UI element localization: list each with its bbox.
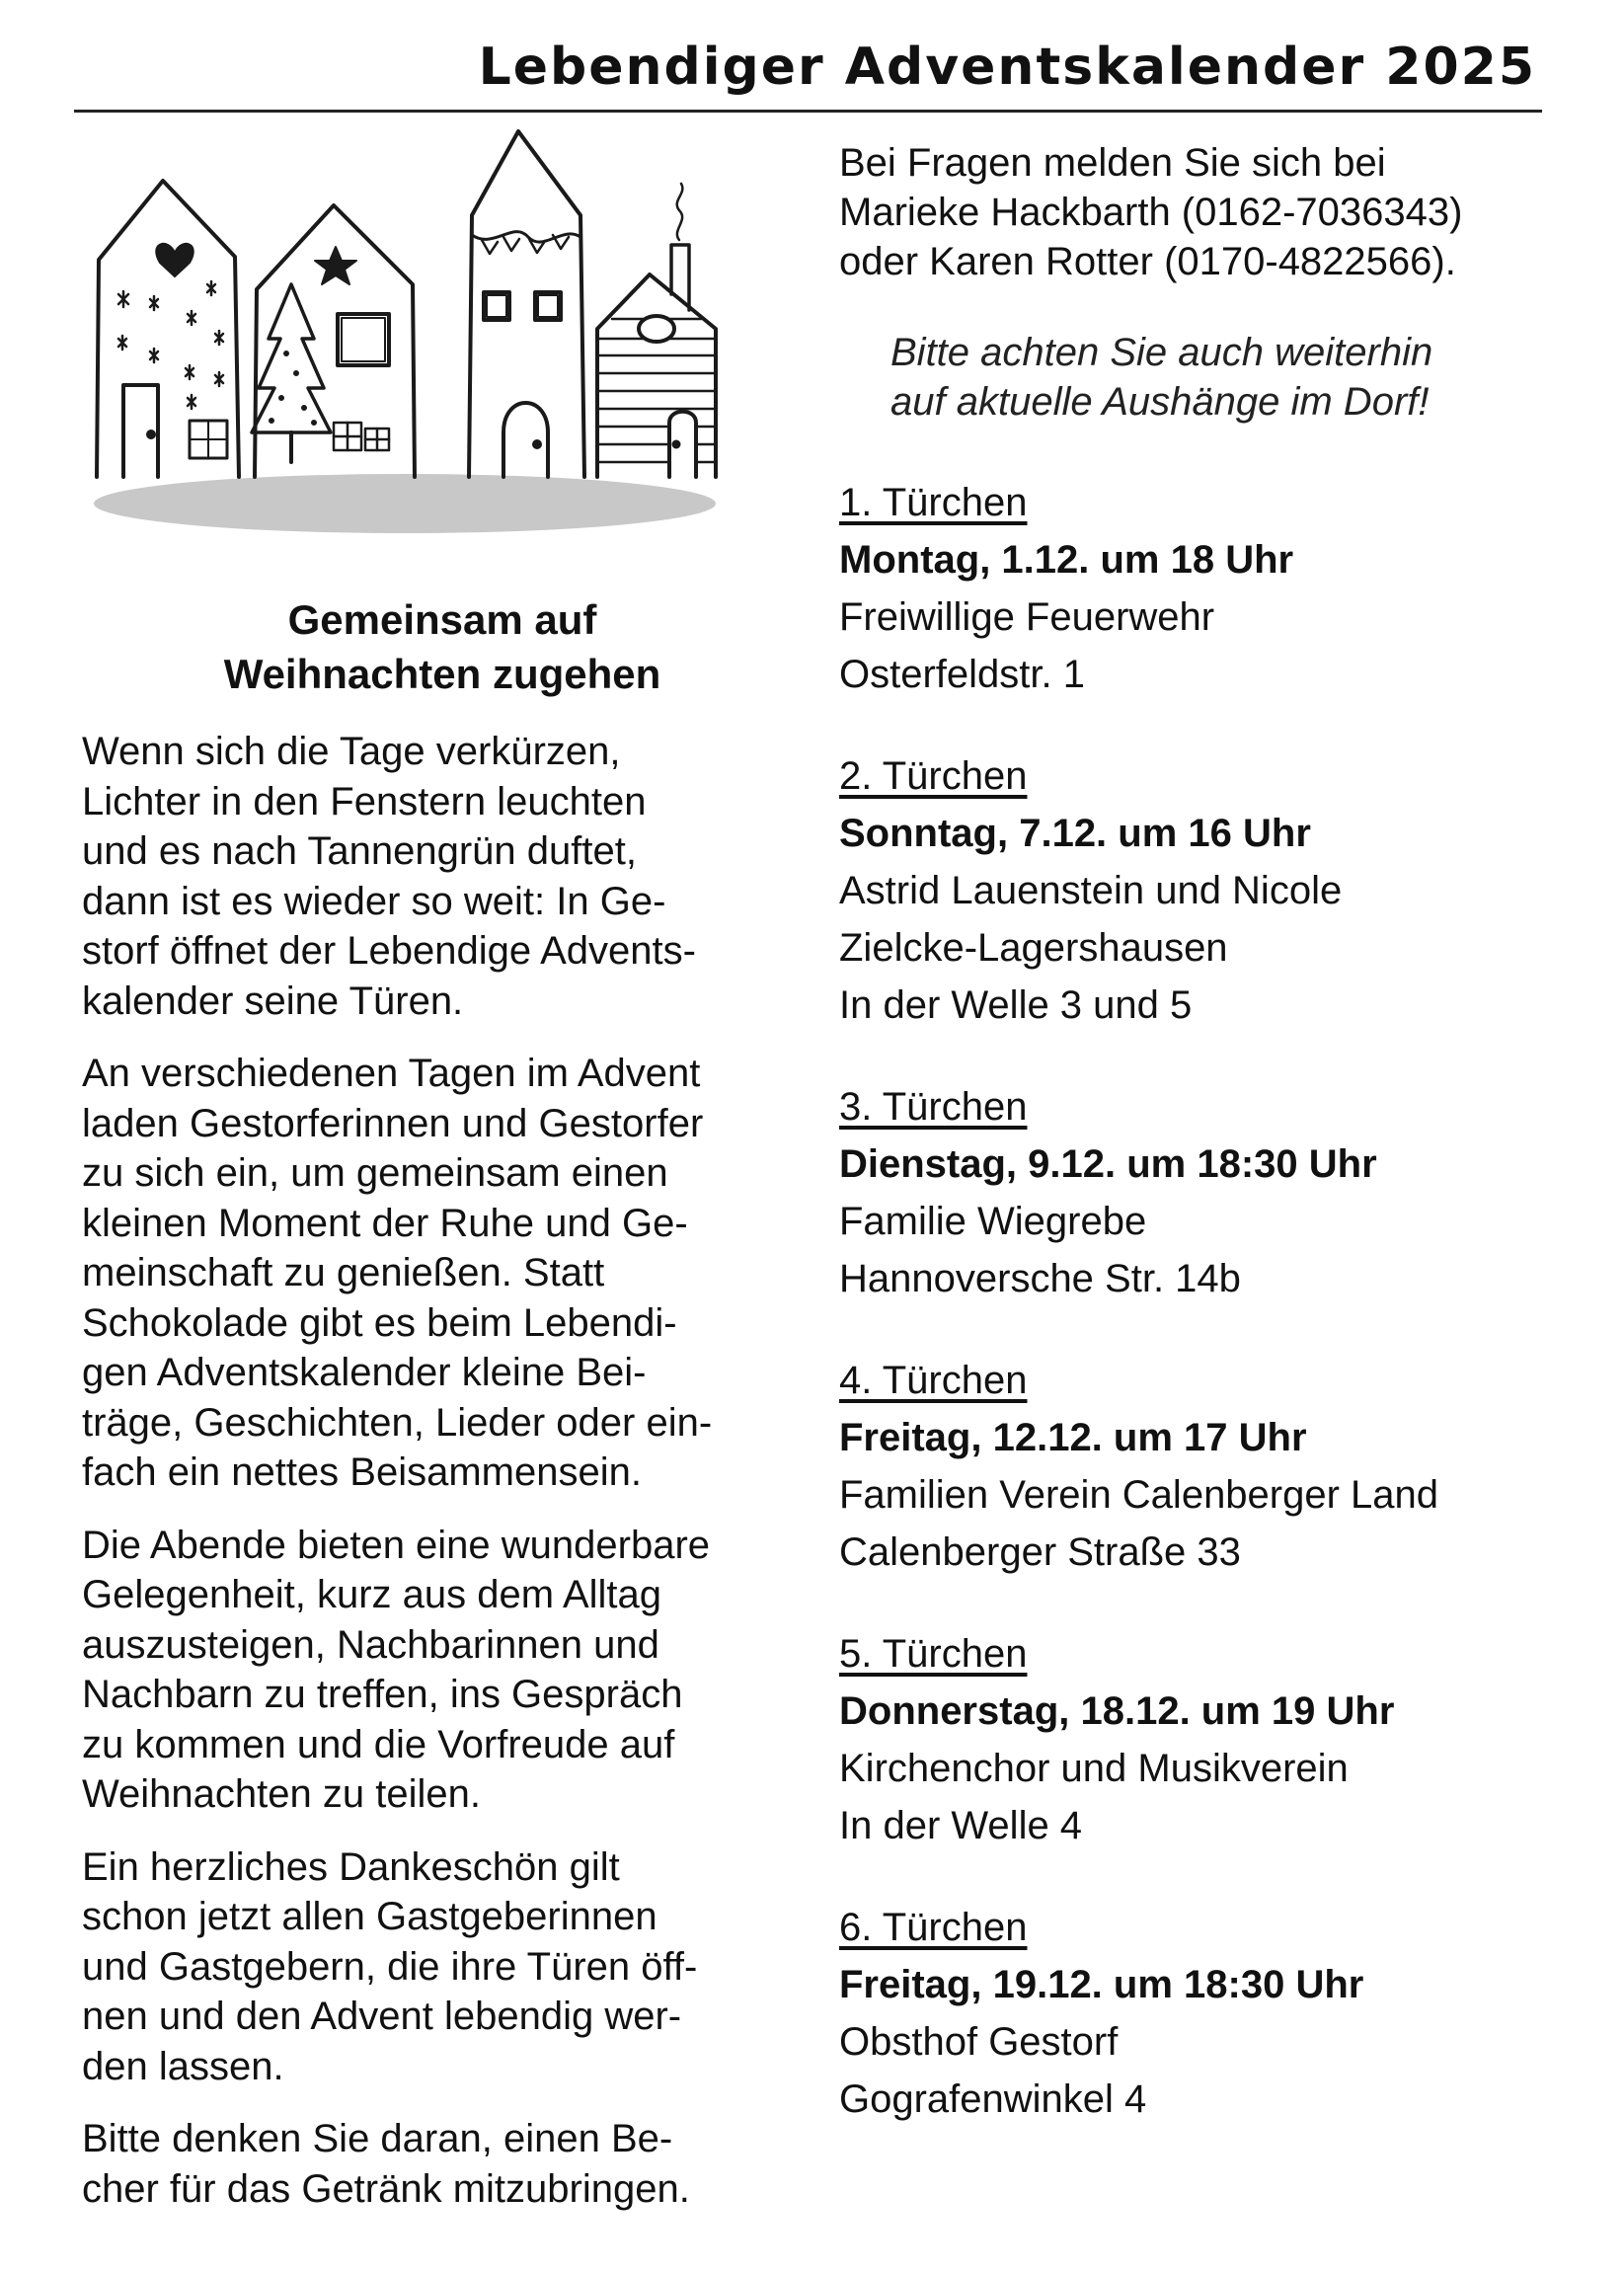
text-line: schon jetzt allen Gastgeberinnen	[82, 1895, 657, 1938]
door-date: Donnerstag, 18.12. um 19 Uhr	[839, 1689, 1395, 1733]
text-line: nen und den Advent lebendig wer-	[82, 1995, 682, 2038]
article	[82, 592, 793, 2236]
door-date: Freitag, 12.12. um 17 Uhr	[839, 1416, 1307, 1459]
text-line: dann ist es wieder so weit: In Ge-	[82, 879, 666, 923]
article-title-line: Gemeinsam auf	[287, 596, 597, 643]
text-line: und es nach Tannengrün duftet,	[82, 829, 637, 873]
article-paragraph	[82, 727, 793, 1026]
text-line: den lassen.	[82, 2044, 284, 2088]
door-number: 1. Türchen	[839, 481, 1028, 524]
text-line: cher für das Getränk mitzubringen.	[82, 2166, 690, 2211]
article-paragraph	[82, 1521, 793, 1820]
text-line: Gelegenheit, kurz aus dem Alltag	[82, 1573, 662, 1616]
door-detail: Astrid Lauenstein und Nicole	[839, 869, 1343, 912]
text-line: Die Abende bieten eine wunderbare	[82, 1523, 711, 1567]
snowflake-pattern	[118, 281, 223, 409]
door-list	[839, 474, 1589, 2128]
header-divider	[74, 110, 1542, 113]
door-detail: Obsthof Gestorf	[839, 2020, 1119, 2064]
door-date: Sonntag, 7.12. um 16 Uhr	[839, 812, 1311, 855]
text-line: Schokolade gibt es beim Lebendi-	[82, 1300, 677, 1345]
door-number: 5. Türchen	[839, 1632, 1028, 1676]
text-line: laden Gestorferinnen und Gestorfer	[82, 1101, 704, 1145]
advent-houses-illustration	[79, 126, 750, 541]
door-entry	[839, 1078, 1589, 1307]
door-detail: Osterfeldstr. 1	[839, 653, 1085, 696]
text-line: kalender seine Türen.	[82, 979, 464, 1023]
text-line: An verschiedenen Tagen im Advent	[82, 1052, 701, 1095]
article-paragraph	[82, 2114, 793, 2214]
door-detail: Kirchenchor und Musikverein	[839, 1747, 1349, 1790]
article-title	[82, 592, 793, 701]
door-detail: In der Welle 3 und 5	[839, 983, 1193, 1027]
star-house	[252, 205, 415, 477]
text-line: Bei Fragen melden Sie sich bei	[839, 141, 1386, 185]
text-line: auf aktuelle Aushänge im Dorf!	[890, 380, 1430, 424]
text-line: zu kommen und die Vorfreude auf	[82, 1722, 675, 1766]
article-paragraph	[82, 1842, 793, 2092]
door-detail: Familien Verein Calenberger Land	[839, 1473, 1439, 1517]
door-number: 2. Türchen	[839, 754, 1028, 798]
text-line: meinschaft zu genießen. Statt	[82, 1251, 605, 1294]
door-detail: Calenberger Straße 33	[839, 1530, 1241, 1574]
door-entry	[839, 474, 1589, 703]
door-date: Freitag, 19.12. um 18:30 Uhr	[839, 1963, 1364, 2006]
text-line: gen Adventskalender kleine Bei-	[82, 1351, 647, 1394]
text-line: Bitte denken Sie daran, einen Be-	[82, 2117, 673, 2160]
text-line: oder Karen Rotter (0170-4822566).	[839, 240, 1456, 283]
contact-info	[839, 138, 1589, 286]
text-line: und Gastgebern, die ihre Türen öff-	[82, 1944, 698, 1989]
striped-house	[597, 184, 716, 477]
door-detail: In der Welle 4	[839, 1804, 1083, 1847]
door-entry	[839, 1352, 1589, 1581]
door-entry	[839, 747, 1589, 1034]
text-line: Marieke Hackbarth (0162-7036343)	[839, 191, 1463, 234]
page-title: Lebendiger Adventskalender 2025	[478, 38, 1536, 97]
tower-house	[469, 131, 584, 477]
gift-boxes	[334, 423, 389, 450]
door-entry	[839, 1625, 1589, 1854]
door-number: 4. Türchen	[839, 1359, 1028, 1402]
text-line: Bitte achten Sie auch weiterhin	[890, 331, 1433, 374]
door-number: 3. Türchen	[839, 1085, 1028, 1129]
door-detail: Zielcke-Lagershausen	[839, 926, 1228, 970]
article-title-line: Weihnachten zugehen	[223, 651, 661, 697]
door-date: Montag, 1.12. um 18 Uhr	[839, 538, 1294, 582]
text-line: storf öffnet der Lebendige Advents-	[82, 929, 696, 973]
text-line: Ein herzliches Dankeschön gilt	[82, 1844, 620, 1889]
schedule-column	[839, 138, 1589, 2172]
text-line: Lichter in den Fenstern leuchten	[82, 779, 647, 823]
door-entry	[839, 1899, 1589, 2128]
text-line: auszusteigen, Nachbarinnen und	[82, 1622, 659, 1667]
text-line: träge, Geschichten, Lieder oder ein-	[82, 1400, 713, 1445]
text-line: Wenn sich die Tage verkürzen,	[82, 730, 621, 773]
text-line: Nachbarn zu treffen, ins Gespräch	[82, 1673, 683, 1716]
door-detail: Gografenwinkel 4	[839, 2077, 1147, 2121]
door-detail: Freiwillige Feuerwehr	[839, 595, 1215, 639]
door-detail: Familie Wiegrebe	[839, 1200, 1147, 1243]
notice-text	[890, 328, 1589, 427]
text-line: zu sich ein, um gemeinsam einen	[82, 1151, 668, 1195]
heart-house	[97, 181, 239, 477]
ground-shadow	[94, 474, 716, 533]
text-line: kleinen Moment der Ruhe und Ge-	[82, 1201, 688, 1245]
text-line: fach ein nettes Beisammensein.	[82, 1450, 642, 1494]
text-line: Weihnachten zu teilen.	[82, 1772, 481, 1816]
door-detail: Hannoversche Str. 14b	[839, 1257, 1241, 1300]
door-number: 6. Türchen	[839, 1906, 1028, 1949]
door-date: Dienstag, 9.12. um 18:30 Uhr	[839, 1142, 1377, 1186]
article-paragraph	[82, 1049, 793, 1498]
